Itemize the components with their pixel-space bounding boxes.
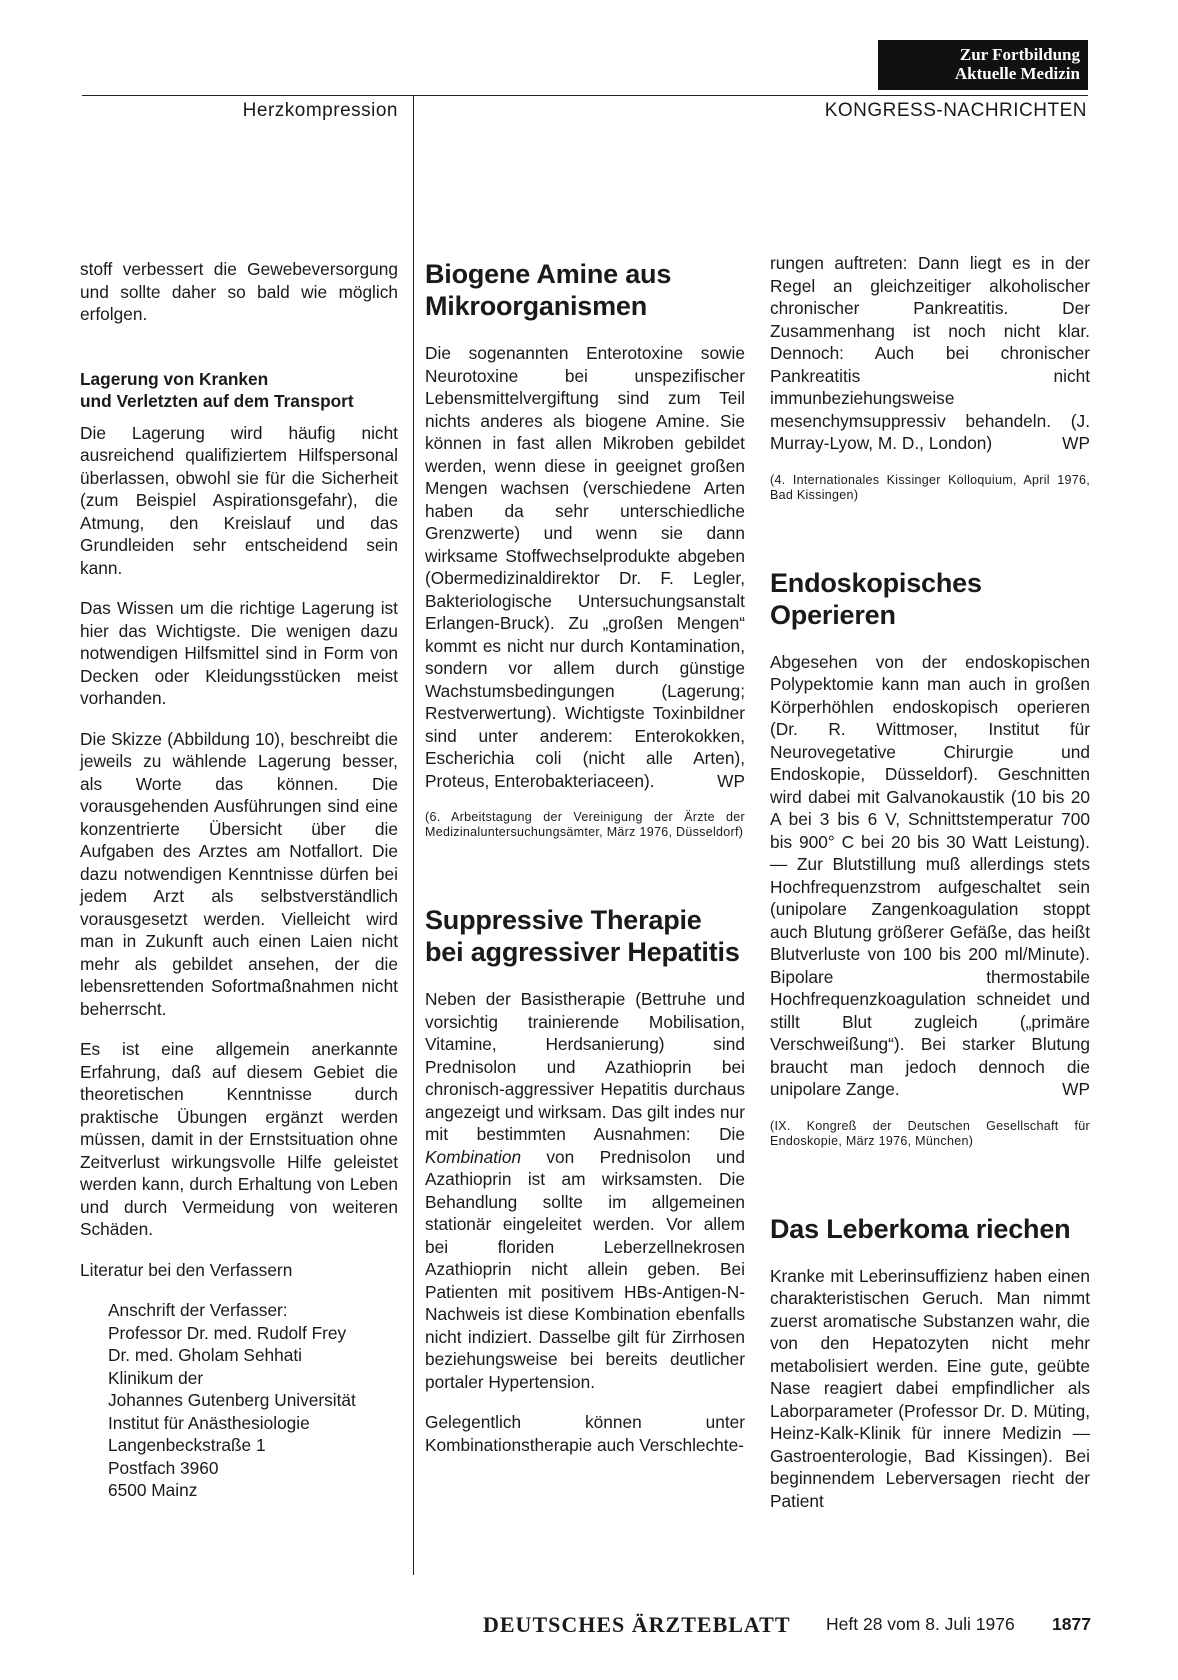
- address-line: Professor Dr. med. Rudolf Frey: [108, 1322, 347, 1343]
- section-badge-line2: Aktuelle Medizin: [954, 64, 1080, 83]
- article-body: [770, 252, 1090, 455]
- article-body: Gelegentlich können unter Kombinationstherapie auch Verschlechte-: [425, 1412, 745, 1455]
- column-divider: [413, 95, 414, 1575]
- address-line: Dr. med. Gholam Sehhati: [108, 1345, 303, 1365]
- body-text: Abgesehen von der endoskopischen Polypektomie kann man auch in großen Körperhöhlen endoskopisch operieren (Dr. R. Wittmoser, Institut für Neurovegetative Chirurgie und Endoskopie, Düsseldorf). Geschnitten wird dabei mit Galvanokaustik (10 bis 20 A bei 3 bis 6 V, Schnittstemperatur 700 bis 900° C bei 20 bis 30 Watt Leistung). — Zur Blutstillung muß allerdings stets Hochfrequenzstrom aufgeschaltet sein (unipolare Zangenkoagulation stoppt auch Blutung größerer Gefäße, das heißt Blutverluste von 100 bis 200 ml/Minute). Bipolare thermostabile Hochfrequenzkoagulation schneidet und stillt Blut zugleich („primäre Verschweißung“). Bei starker Blutung braucht man jedoch dennoch die unipolare Zange.: [770, 651, 1090, 1099]
- address-line: Institut für Anästhesiologie: [108, 1412, 310, 1433]
- body-text: Die sogenannten Enterotoxine sowie Neurotoxine bei unspezifischer Lebensmittelvergiftung sind zum Teil nichts anderes als biogene Amine. Sie können in fast allen Mikroben gebildet werden, wenn diese in geeignet großen Mengen wachsen (verschiedene Arten haben da sehr unterschiedliche Grenzwerte) und wenn sie dann wirksame Stoffwechselprodukte abgeben (Obermedizinaldirektor Dr. F. Legler, Bakteriologische Untersuchungsanstalt Erlangen-Bruck). Zu „großen Mengen“ kommt es nicht nur durch Kontamination, sondern vor allem durch günstige Wachstumsbedingungen (Lagerung; Restverwertung). Wichtigste Toxinbildner sind unter anderem: Enterokokken, Escherichia coli (nicht alle Arten), Proteus, Enterobakteriaceen).: [425, 343, 745, 791]
- body-text: von Prednisolon und Azathioprin ist am wirksamsten. Die Behandlung sollte im allgemeinen stationär eingeleitet werden. Vor allem bei floriden Leberzellnekrosen Azathioprin nicht allein geben. Bei Patienten mit positivem HBs-Antigen-N-Nachweis ist diese Kombination ebenfalls nicht indiziert. Dasselbe gilt für Zirrhosen beziehungsweise bei bereits deutlicher portaler Hypertension.: [425, 1146, 745, 1392]
- source-note: (6. Arbeitstagung der Vereinigung der Ärzte der Medizinaluntersuchungsämter, März 1976, Düsseldorf): [425, 810, 745, 839]
- article-body: [770, 651, 1090, 1101]
- article-body: [425, 342, 745, 792]
- header-rule: [82, 95, 1088, 96]
- source-note: (4. Internationales Kissinger Kolloquium, April 1976, Bad Kissingen): [770, 472, 1090, 502]
- subheading-line: Lagerung von Kranken: [80, 368, 269, 389]
- literature-note: Literatur bei den Verfassern: [80, 1259, 293, 1280]
- page-number: 1877: [1052, 1614, 1091, 1634]
- address-line: Anschrift der Verfasser:: [108, 1300, 288, 1320]
- body-text: rungen auftreten: Dann liegt es in der Regel an gleichzeitiger alkoholischer chronischer Pankreatitis. Der Zusammenhang ist noch nicht klar. Dennoch: Auch bei chronischer Pankreatitis nicht immunbeziehungsweise mesenchymsuppressiv behandeln. (J. Murray-Lyow, M. D., London): [770, 253, 1090, 453]
- subheading-line: und Verletzten auf dem Transport: [80, 390, 354, 411]
- emphasis: Kombination: [425, 1146, 522, 1167]
- author-sign: WP: [717, 770, 745, 791]
- paragraph: Das Wissen um die richtige Lagerung ist hier das Wichtigste. Die wenigen dazu notwendigen Hilfsmittel sind in Form von Decken oder Kleidungsstücken meist vorhanden.: [80, 598, 398, 708]
- column-2: [425, 258, 745, 1474]
- address-line: Postfach 3960: [108, 1457, 219, 1478]
- address-line: Klinikum der: [108, 1367, 204, 1388]
- article-title: Biogene Amine aus Mikroorganismen: [425, 259, 672, 321]
- article-title: Endoskopisches Operieren: [770, 567, 982, 630]
- subheading: [80, 368, 398, 412]
- paragraph: Die Skizze (Abbildung 10), beschreibt die jeweils zu wählende Lagerung besser, als Worte das können. Die vorausgehenden Ausführungen sind eine konzentrierte Übersicht über die Aufgaben des Arztes am Notfallort. Die dazu notwendigen Kenntnisse dürfen bei jedem Arzt als selbstverständlich vorausgesetzt werden. Vielleicht wird man in Zukunft auch einen Laien nicht mehr als gebildet ansehen, der die lebensrettenden Sofortmaßnahmen nicht beherrscht.: [80, 728, 398, 1019]
- body-text: Neben der Basistherapie (Bettruhe und vorsichtig trainierende Mobilisation, Vitamine, Herdsanierung) sind Prednisolon und Azathioprin bei chronisch-aggressiver Hepatitis durchaus angezeigt und wirksam. Das gilt indes nur mit bestimmten Ausnahmen: Die: [425, 989, 745, 1144]
- source-note: (IX. Kongreß der Deutschen Gesellschaft für Endoskopie, März 1976, München): [770, 1118, 1090, 1148]
- running-head-left: Herzkompression: [242, 100, 398, 121]
- section-badge-line1: Zur Fortbildung: [959, 45, 1080, 64]
- issue-info: Heft 28 vom 8. Juli 1976: [826, 1614, 1015, 1634]
- column-3: [770, 253, 1090, 1530]
- column-1: [80, 258, 398, 1502]
- article-body: [425, 988, 745, 1393]
- article-title: Das Leberkoma riechen: [770, 1213, 1071, 1244]
- article-body: Kranke mit Leberinsuffizienz haben einen charakteristischen Geruch. Man nimmt zuerst aromatische Substanzen wahr, die von den Hepatozyten nicht mehr metabolisiert werden. Eine gute, geübte Nase reagiert dabei empfindlicher als Laborparameter (Professor Dr. D. Müting, Heinz-Kalk-Klinik für innere Medizin — Gastroenterologie, Bad Kissingen). Bei beginnendem Leberversagen riecht der Patient: [770, 1265, 1090, 1511]
- author-address: [108, 1299, 398, 1502]
- address-line: 6500 Mainz: [108, 1480, 198, 1500]
- paragraph: Die Lagerung wird häufig nicht ausreichend qualifiziertem Hilfspersonal überlassen, obwohl sie für die Sicherheit (zum Beispiel Aspirationsgefahr), die Atmung, den Kreislauf und das Grundleiden sehr entscheidend sein kann.: [80, 422, 398, 578]
- address-line: Langenbeckstraße 1: [108, 1435, 266, 1455]
- address-line: Johannes Gutenberg Universität: [108, 1390, 356, 1410]
- paragraph: Es ist eine allgemein anerkannte Erfahrung, daß auf diesem Gebiet die theoretischen Kenntnisse durch praktische Übungen ergänzt werden müssen, damit in der Ernstsituation ohne Zeitverlust wirkungsvolle Hilfe geleistet werden kann, durch Erhaltung von Leben und durch Vermeidung von weiteren Schäden.: [80, 1039, 398, 1239]
- article-title: Suppressive Therapie bei aggressiver Hepatitis: [425, 905, 740, 967]
- paragraph: stoff verbessert die Gewebeversorgung und sollte daher so bald wie möglich erfolgen.: [80, 259, 398, 324]
- section-badge: [878, 40, 1088, 90]
- journal-name: DEUTSCHES ÄRZTEBLATT: [483, 1612, 791, 1637]
- running-head-right: KONGRESS-NACHRICHTEN: [824, 100, 1087, 121]
- author-sign: WP: [1062, 433, 1090, 453]
- author-sign: WP: [1062, 1079, 1090, 1099]
